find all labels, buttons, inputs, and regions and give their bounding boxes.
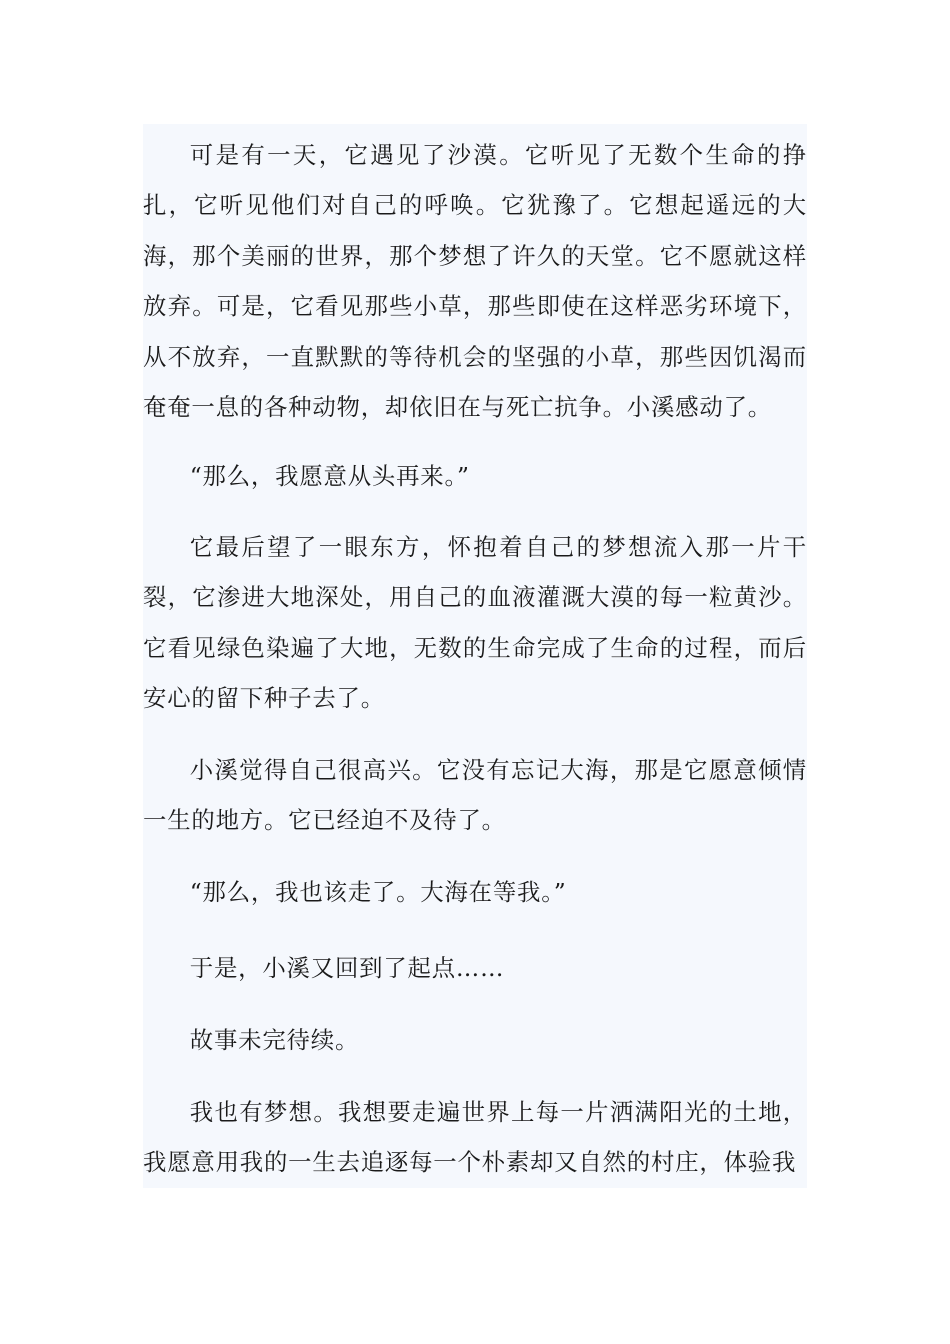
paragraph-desert: 可是有一天，它遇见了沙漠。它听见了无数个生命的挣扎，它听见他们对自己的呼唤。它犹豫了。它想起遥远的大海，那个美丽的世界，那个梦想了许久的天堂。它不愿就这样放弃。可是，它看见那些小草，那些即使在这样恶劣环境下，从不放弃，一直默默的等待机会的坚强的小草，那些因饥渴而奄奄一息的各种动物，却依旧在与死亡抗争。小溪感动了。 <box>143 141 807 422</box>
paragraph-leave-quote: “那么，我也该走了。大海在等我。” <box>189 878 567 906</box>
paragraph-flow-into-desert: 它最后望了一眼东方，怀抱着自己的梦想流入那一片干裂，它渗进大地深处，用自己的血液灌溉大漠的每一粒黄沙。它看见绿色染遍了大地，无数的生命完成了生命的过程，而后安心的留下种子去了。 <box>143 533 807 713</box>
document-text-block <box>143 124 807 1188</box>
paragraph-back-to-start: 于是，小溪又回到了起点…… <box>189 954 505 982</box>
paragraph-start-again-quote: “那么，我愿意从头再来。” <box>189 462 470 490</box>
paragraph-to-be-continued: 故事未完待续。 <box>189 1026 360 1054</box>
paragraph-happy: 小溪觉得自己很高兴。它没有忘记大海，那是它愿意倾情一生的地方。它已经迫不及待了。 <box>143 756 807 835</box>
paragraph-my-dream: 我也有梦想。我想要走遍世界上每一片洒满阳光的土地，我愿意用我的一生去追逐每一个朴素却又自然的村庄，体验我 <box>143 1098 807 1177</box>
